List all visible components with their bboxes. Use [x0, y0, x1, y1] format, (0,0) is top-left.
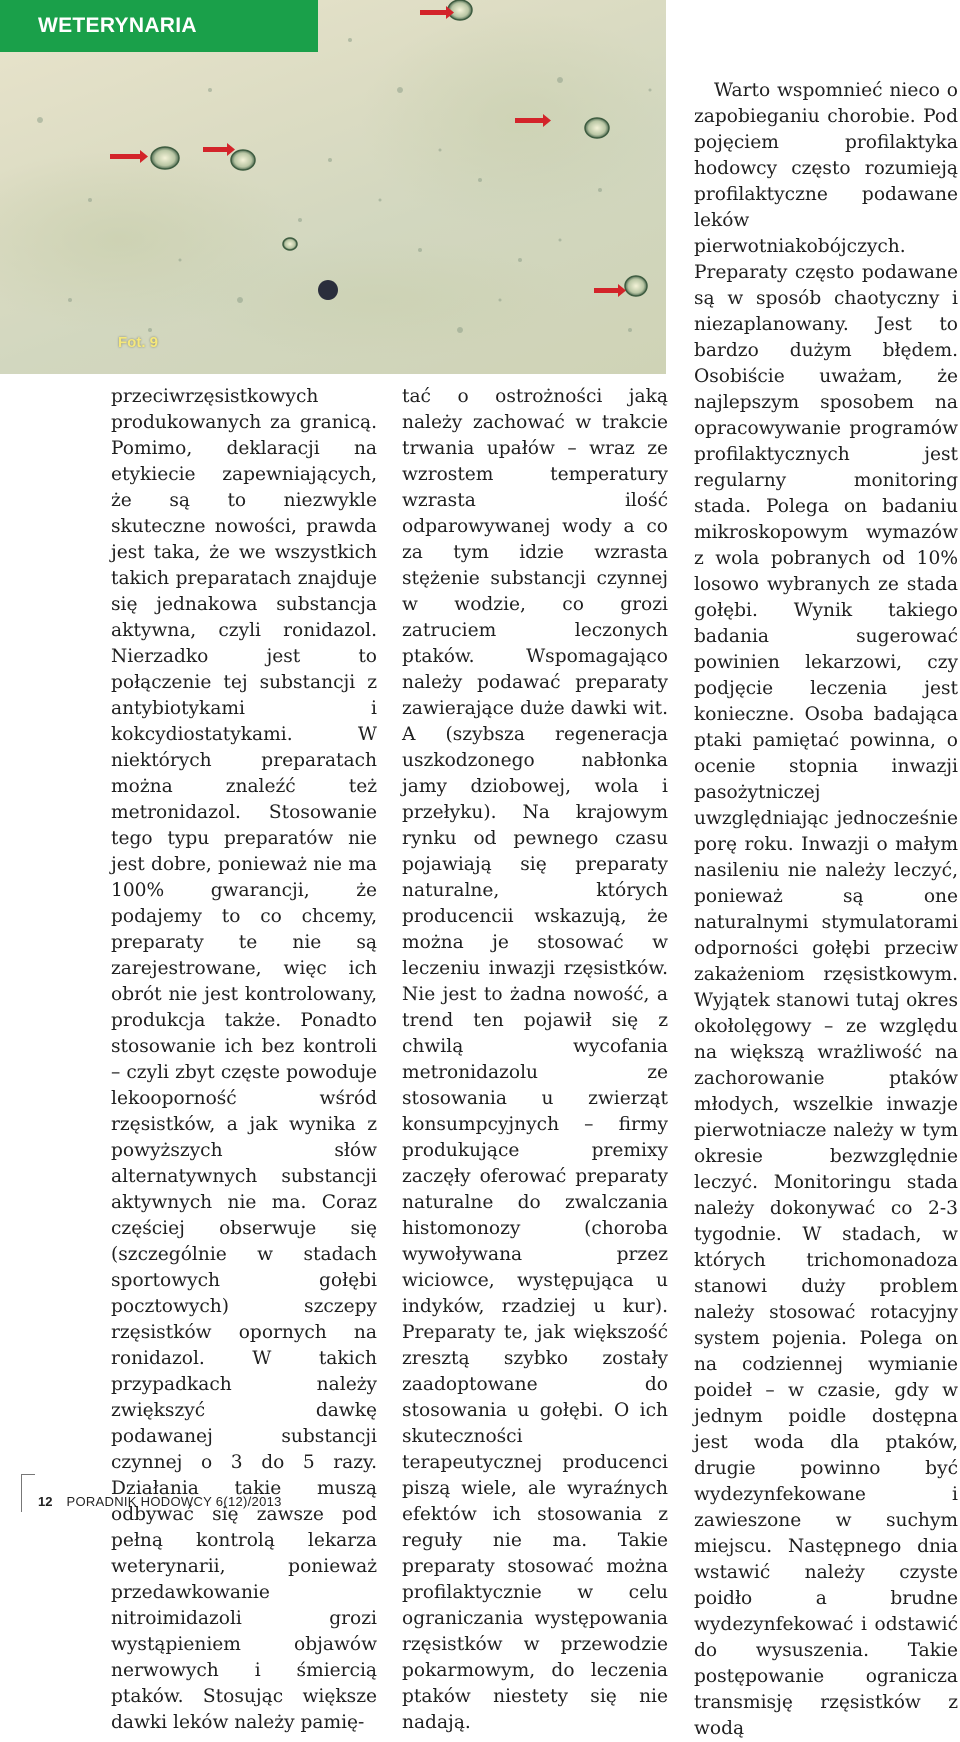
- footer-rule-horizontal: [21, 1474, 35, 1475]
- photo-caption: Fot. 9: [118, 334, 158, 351]
- microscope-image: [0, 0, 666, 374]
- section-label: WETERYNARIA: [0, 0, 318, 52]
- article-column-1: [111, 384, 377, 1736]
- column-2-text: tać o ostrożności jaką należy zachować w trakcie trwania upałów – wraz ze wzrostem temperatury wzrasta ilość odparowywanej wody a co za tym idzie wzrasta stężenie substancji czynnej w wodzie, co grozi zatruciem leczonych ptaków. Wspomagająco należy podawać preparaty zawierające duże dawki wit. A (szybsza regeneracja uszkodzonego nabłonka jamy dziobowej, wola i przełyku). Na krajowym rynku od pewnego czasu pojawiają się preparaty naturalne, których producencii wskazują, że można je stosować w leczeniu inwazji rzęsistków. Nie jest to żadna nowość, a trend ten pojawił się z chwilą wycofania metronidazolu ze stosowania u zwierząt konsumpcyjnych – firmy produkujące premixy zaczęły oferować preparaty naturalne do zwalczania histomonozy (choroba wywoływana przez wiciowce, występująca u indyków, rzadziej u kur). Preparaty te, jak większość zresztą szybko zostały zaadoptowane do stosowania u gołębi. O ich skuteczności terapeutycznej producenci piszą wiele, ale wyraźnych efektów ich stosowania z reguły nie ma. Takie preparaty stosować można profilaktycznie w celu ograniczania występowania rzęsistków w przewodzie pokarmowym, do leczenia ptaków niestety się nie nadają.: [402, 386, 668, 1733]
- publication-name: PORADNIK HODOWCY 6(12)/2013: [66, 1494, 282, 1509]
- page-footer: [38, 1494, 282, 1509]
- microscope-photo: [0, 0, 666, 374]
- footer-rule-vertical: [21, 1474, 22, 1512]
- article-column-3: [694, 78, 958, 1742]
- article-column-2: [402, 384, 668, 1736]
- page-number: 12: [38, 1494, 53, 1509]
- column-1-text: przeciwrzęsistkowych produkowanych za granicą. Pomimo, deklaracji na etykiecie zapewniających, że są to niezwykle skuteczne nowości, prawda jest taka, że we wszystkich takich preparatach znajduje się jednakowa substancja aktywna, czyli ronidazol. Nierzadko jest to połączenie tej substancji z antybiotykami i kokcydiostatykami. W niektórych preparatach można znaleźć też metronidazol. Stosowanie tego typu preparatów nie jest dobre, ponieważ nie ma 100% gwarancji, że podajemy to co chcemy, preparaty te nie są zarejestrowane, więc ich obrót nie jest kontrolowany, produkcja także. Ponadto stosowanie ich bez kontroli – czyli zbyt częste powoduje lekooporność wśród rzęsistków, a jak wynika z powyższych słów alternatywnych substancji aktywnych nie ma. Coraz częściej obserwuje się (szczególnie w stadach sportowych gołębi pocztowych) szczepy rzęsistków opornych na ronidazol. W takich przypadkach należy zwiększyć dawkę podawanej substancji czynnej o 3 do 5 razy. Działania takie muszą odbywać się zawsze pod pełną kontrolą lekarza weterynarii, ponieważ przedawkowanie nitroimidazoli grozi wystąpieniem objawów nerwowych i śmiercią ptaków. Stosując większe dawki leków należy pamię-: [111, 386, 377, 1733]
- column-3-text: Warto wspomnieć nieco o zapobieganiu chorobie. Pod pojęciem profilaktyka hodowcy często rozumieją profilaktyczne podawane leków pierwotniakobójczych. Preparaty często podawane są w sposób chaotyczny i niezaplanowany. Jest to bardzo dużym błędem. Osobiście uważam, że najlepszym sposobem na opracowywanie programów profilaktycznych jest regularny monitoring stada. Polega on badaniu mikroskopowym wymazów z wola pobranych od 10% losowo wybranych ze stada gołębi. Wynik takiego badania sugerować powinien lekarzowi, czy podjęcie leczenia jest konieczne. Osoba badająca ptaki pamiętać powinna, o ocenie stopnia inwazji pasożytniczej uwzględniając jednocześnie porę roku. Inwazji o małym nasileniu nie należy leczyć, ponieważ są one naturalnymi stymulatorami odporności gołębi przeciw zakażeniom rzęsistkowym. Wyjątek stanowi tutaj okres okołolęgowy – ze względu na większą wrażliwość na zachorowanie ptaków młodych, wszelkie inwazje pierwotniacze należy w tym okresie bezwzględnie leczyć. Monitoringu stada należy dokonywać co 2-3 tygodnie. W stadach, w których trichomonadoza stanowi duży problem należy stosować rotacyjny system pojenia. Polega on na codziennej wymianie poideł – w czasie, gdy w jednym poidle dostępna jest woda dla ptaków, drugie powinno być wydezynfekowane i zawieszone w suchym miejscu. Następnego dnia wstawić należy czyste poidło a brudne wydezynfekować i odstawić do wysuszenia. Takie postępowanie ogranicza transmisję rzęsistków z wodą: [694, 80, 958, 1739]
